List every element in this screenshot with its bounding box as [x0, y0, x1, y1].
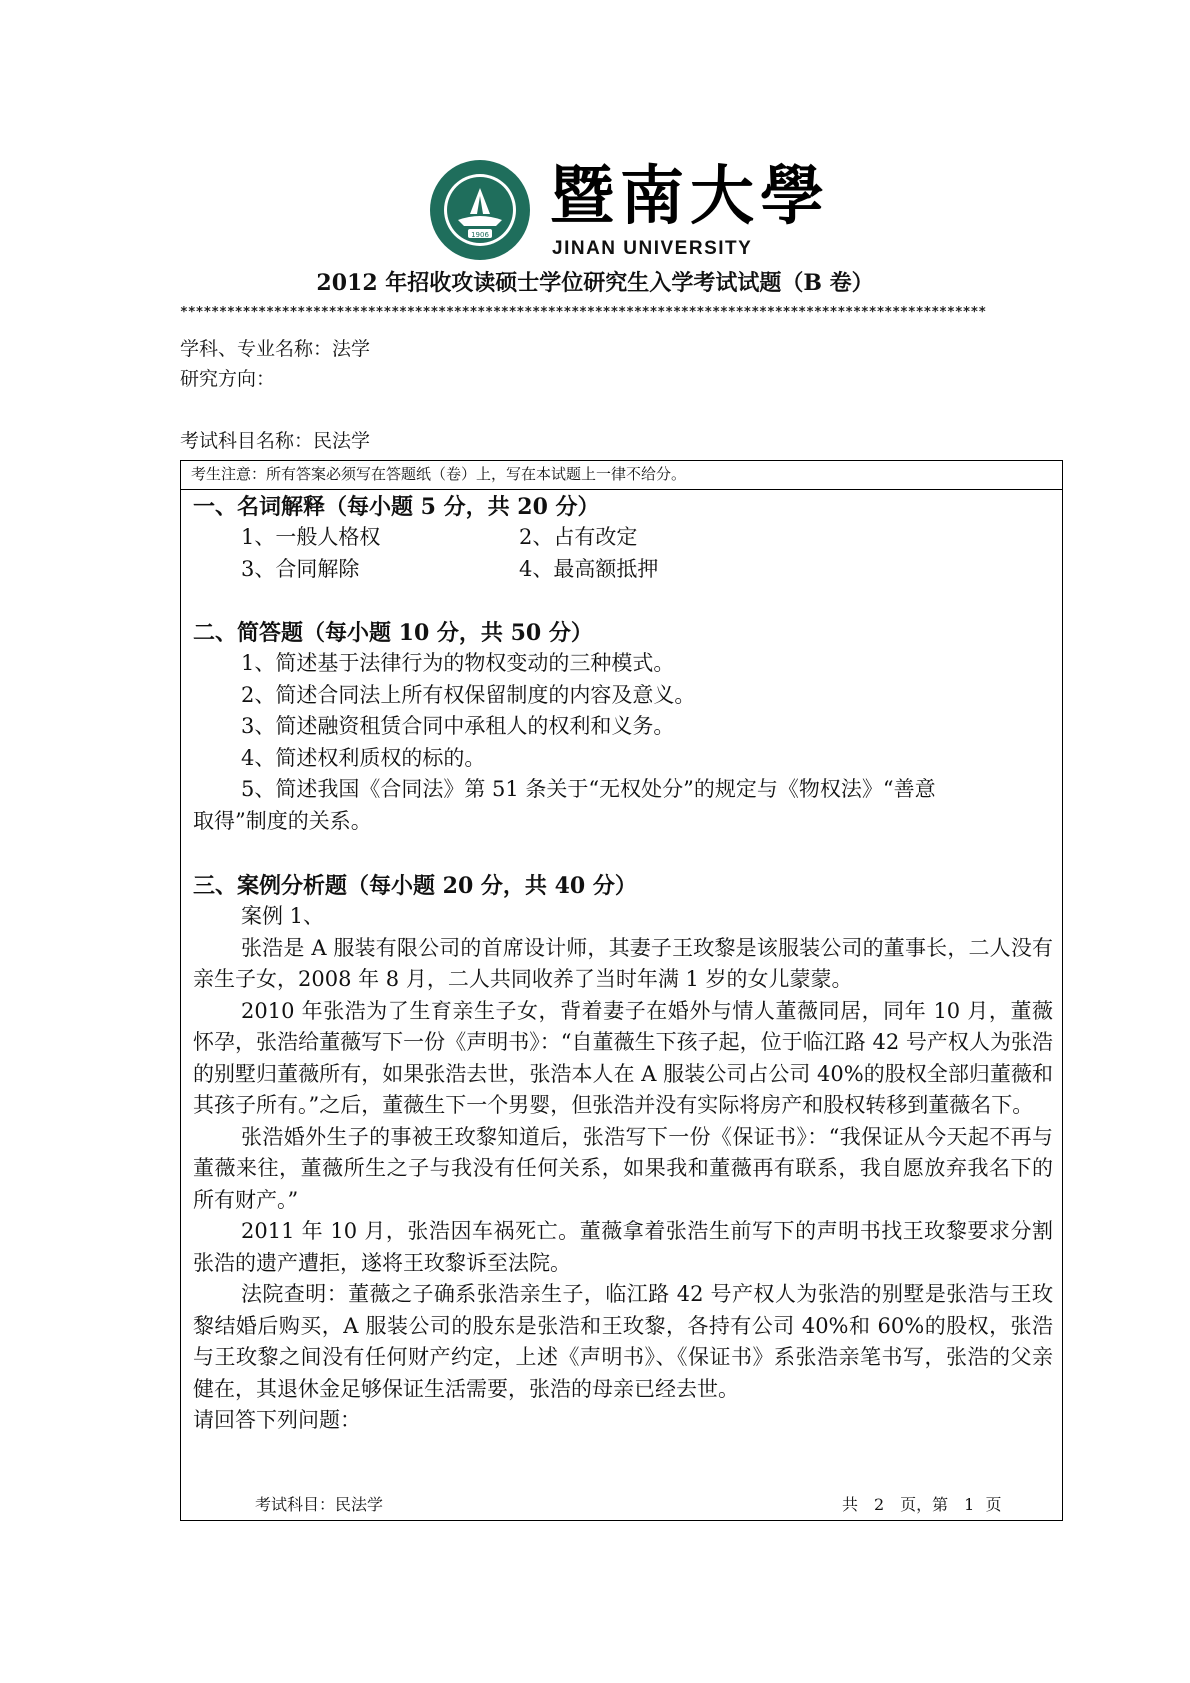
footer-subject: 考试科目：民法学 [255, 1495, 384, 1514]
question-box [180, 460, 1063, 1521]
case-paragraph: 2011 年 10 月，张浩因车祸死亡。董薇拿着张浩生前写下的声明书找王玫黎要求分割张浩的遗产遭拒，遂将王玫黎诉至法院。 [193, 1219, 1053, 1275]
section-1 [193, 492, 1053, 585]
question-item: 5、简述我国《合同法》第 51 条关于“无权处分”的规定与《物权法》“善意 [241, 777, 936, 801]
term-item: 3、合同解除 [241, 556, 360, 581]
term-item: 2、占有改定 [519, 525, 638, 549]
section-1-heading: 一、名词解释（每小题 5 分，共 20 分） [193, 494, 600, 520]
notice-row [181, 461, 1062, 490]
footer-page-number: 共 2 页，第 1 页 [842, 1495, 1002, 1514]
university-seal-icon [428, 158, 538, 262]
case-paragraph: 张浩是 A 服装有限公司的首席设计师，其妻子王玫黎是该服装公司的董事长，二人没有亲生子女，2008 年 8 月，二人共同收养了当时年满 1 岁的女儿蒙蒙。 [193, 935, 1053, 991]
university-name-cn: 暨南大學 [550, 159, 830, 234]
major-label: 学科、专业名称：法学 [180, 338, 371, 360]
term-row [193, 554, 1053, 586]
section-3 [193, 871, 1053, 1437]
question-item-continued: 取得”制度的关系。 [193, 808, 372, 833]
question-item: 3、简述融资租赁合同中承租人的权利和义务。 [241, 714, 675, 738]
research-direction-label: 研究方向： [180, 368, 276, 390]
question-item: 1、简述基于法律行为的物权变动的三种模式。 [241, 651, 675, 675]
university-name-en: JINAN UNIVERSITY [552, 238, 753, 259]
asterisk-divider: ******************************************************************************************************* [180, 305, 987, 320]
exam-title: 2012 年招收攻读硕士学位研究生入学考试试题（B 卷） [316, 270, 874, 296]
candidate-notice: 考生注意：所有答案必须写在答题纸（卷）上，写在本试题上一律不给分。 [191, 465, 687, 483]
term-item: 1、一般人格权 [241, 525, 381, 549]
section-3-heading: 三、案例分析题（每小题 20 分，共 40 分） [193, 873, 637, 899]
case-paragraph: 张浩婚外生子的事被王玫黎知道后，张浩写下一份《保证书》：“我保证从今天起不再与董薇来往，董薇所生之子与我没有任何关系，如果我和董薇再有联系，我自愿放弃我名下的所有财产。” [193, 1124, 1053, 1212]
case-paragraph: 2010 年张浩为了生育亲生子女，背着妻子在婚外与情人董薇同居，同年 10 月，董薇怀孕，张浩给董薇写下一份《声明书》：“自董薇生下孩子起，位于临江路 42 号产权人为张浩的别墅归董薇所有，如果张浩去世，张浩本人在 A 服装公司占公司 40%的股权全部归董薇和其孩子所有。”之后，董薇生下一个男婴，但张浩并没有实际将房产和股权转移到董薇名下。 [193, 998, 1053, 1117]
exam-subject-label: 考试科目名称：民法学 [180, 430, 371, 452]
case-paragraph: 法院查明：董薇之子确系张浩亲生子，临江路 42 号产权人为张浩的别墅是张浩与王玫黎结婚后购买，A 服装公司的股东是张浩和王玫黎，各持有公司 40%和 60%的股权，张浩与王玫黎之间没有任何财产约定，上述《声明书》、《保证书》系张浩亲笔书写，张浩的父亲健在，其退休金足够保证生活需要，张浩的母亲已经去世。 [193, 1282, 1053, 1401]
case-prompt: 请回答下列问题： [193, 1408, 361, 1432]
question-item: 4、简述权利质权的标的。 [241, 745, 486, 770]
seal-year: 1906 [471, 231, 489, 239]
term-row [193, 522, 1053, 554]
section-2-heading: 二、简答题（每小题 10 分，共 50 分） [193, 620, 593, 646]
case-label: 案例 1、 [241, 904, 325, 928]
term-item: 4、最高额抵押 [519, 556, 659, 581]
section-2 [193, 618, 1053, 837]
question-item: 2、简述合同法上所有权保留制度的内容及意义。 [241, 682, 696, 707]
